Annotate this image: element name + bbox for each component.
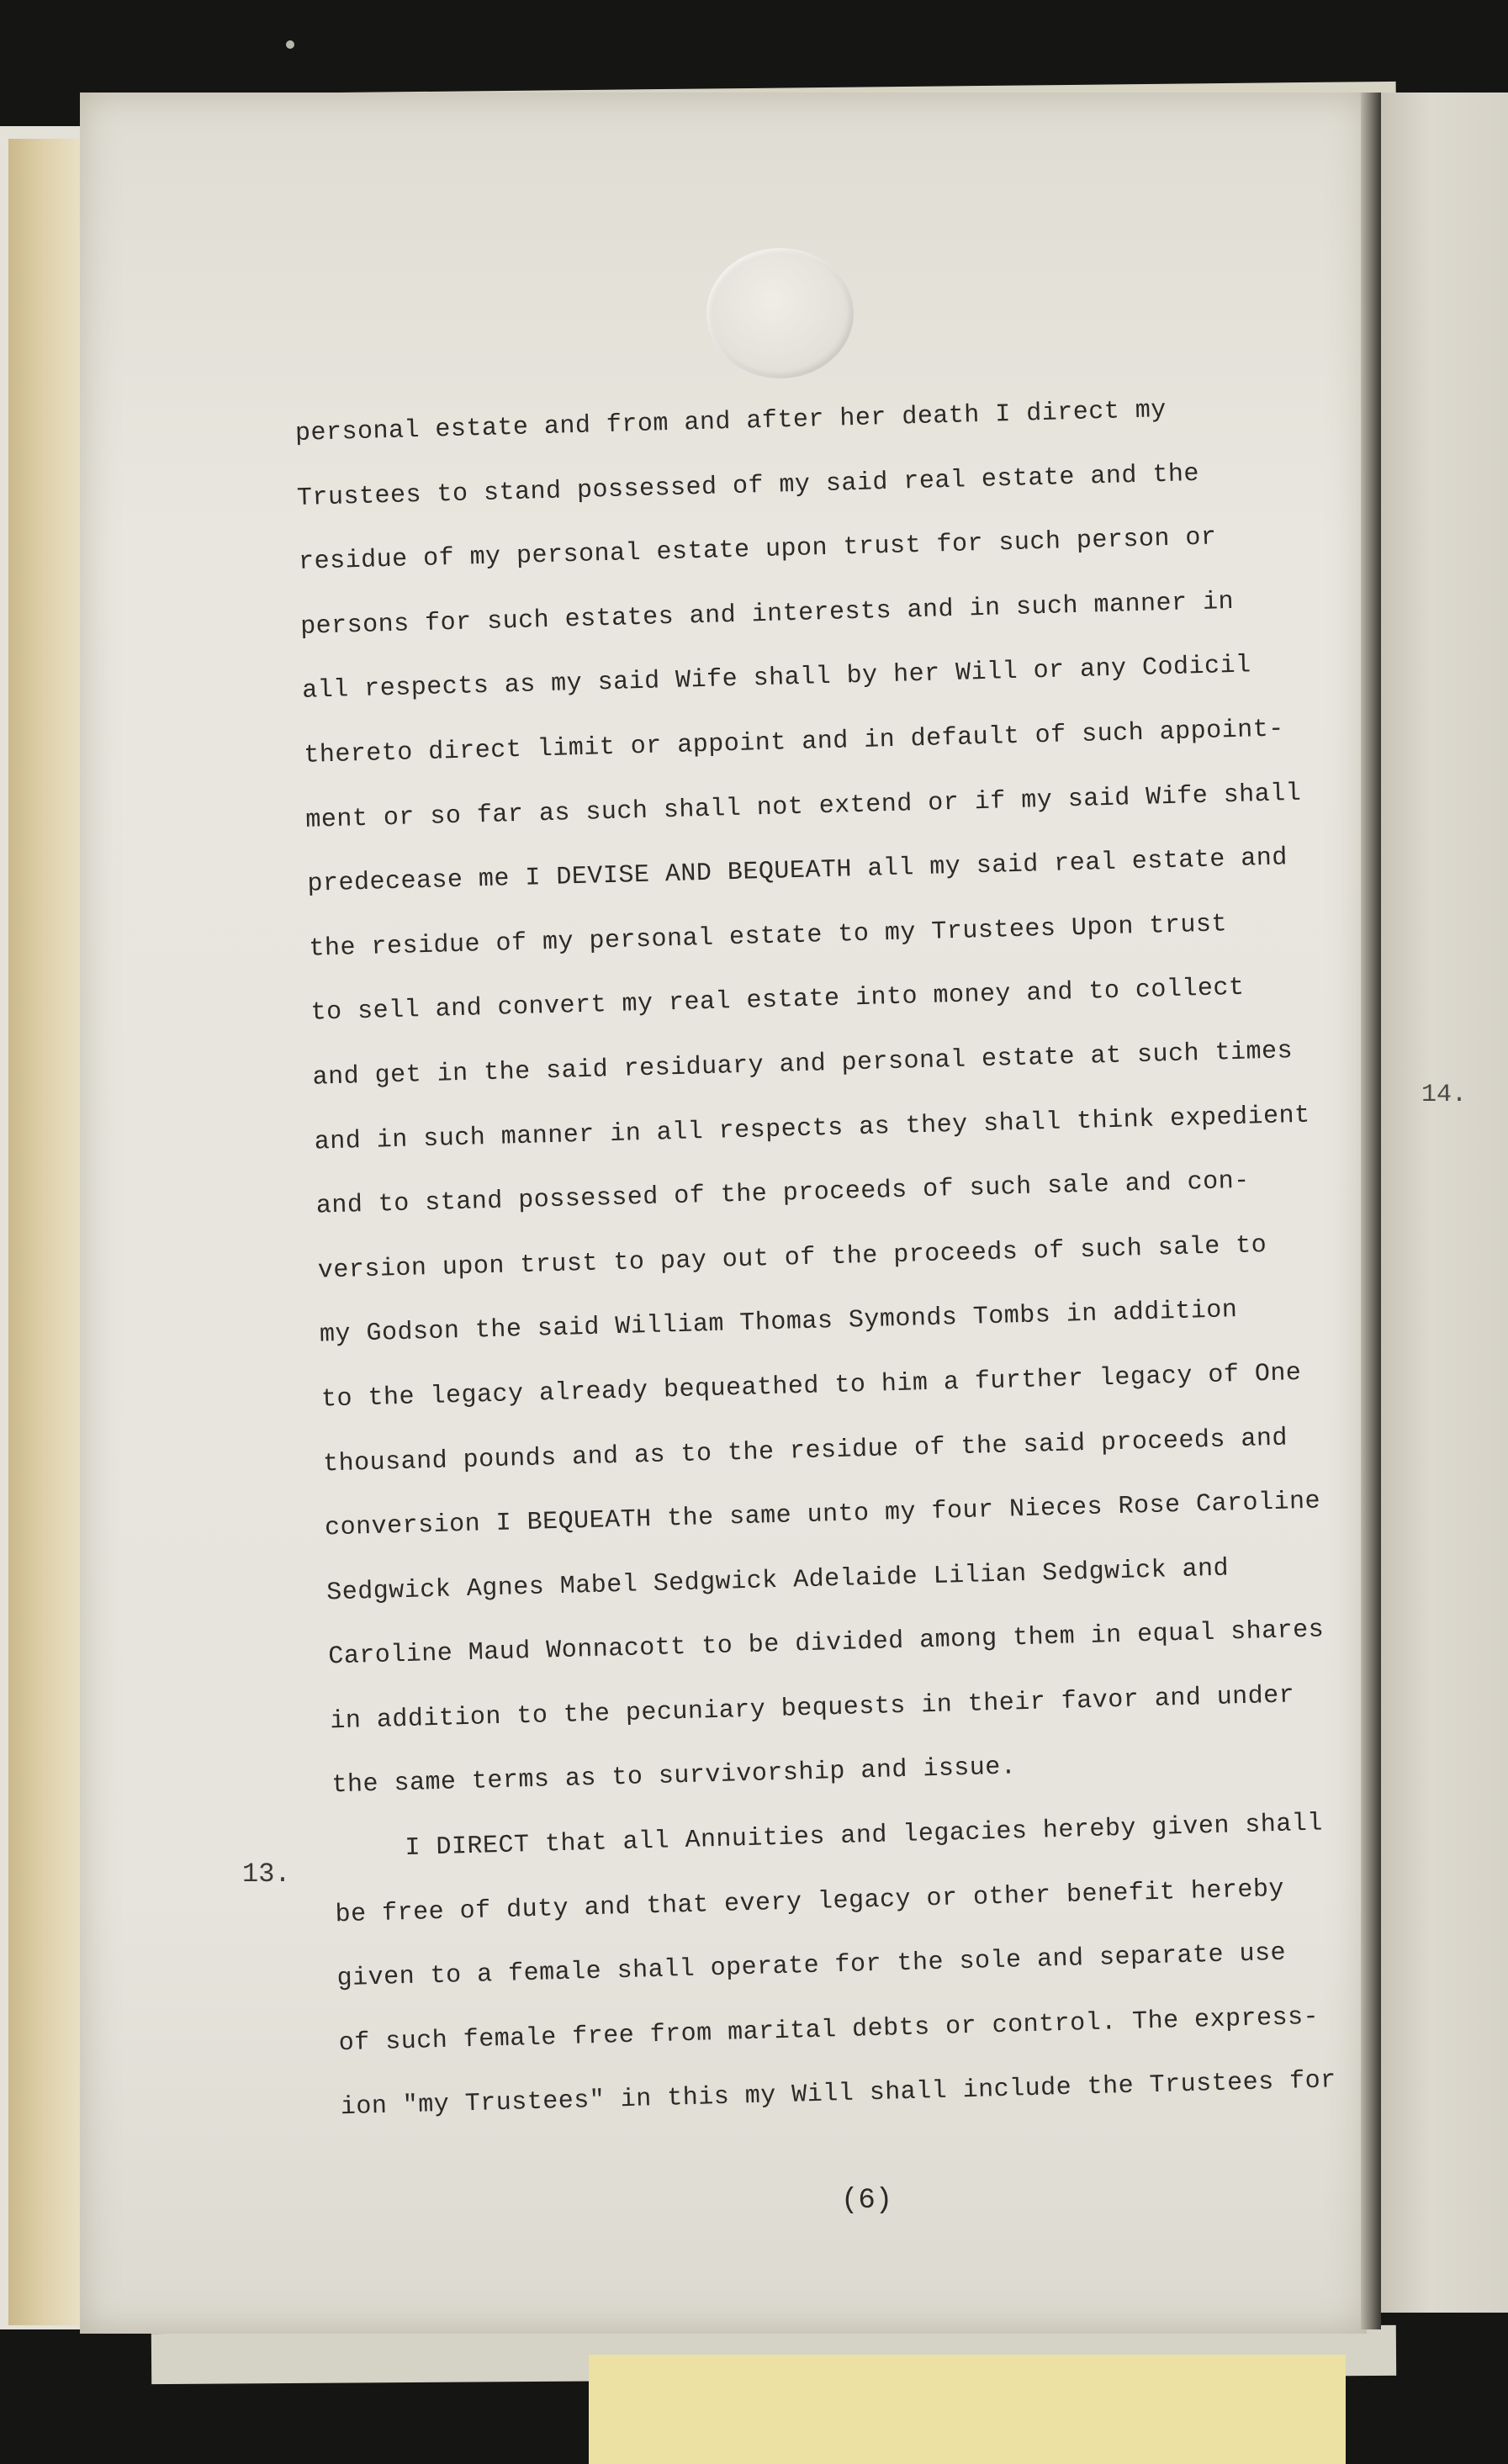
text-line: the residue of my personal estate to my Trustees Upon trust <box>309 909 1228 964</box>
dust-speck <box>286 40 294 49</box>
text-line: to the legacy already bequeathed to him a further legacy of One <box>320 1358 1302 1414</box>
document-body <box>294 373 1426 2140</box>
text-line: my Godson the said William Thomas Symonds Tombs in addition <box>319 1296 1238 1350</box>
text-line: and in such manner in all respects as they shall think expedient <box>314 1101 1311 1157</box>
text-line: given to a female shall operate for the sole and separate use <box>336 1939 1287 1994</box>
text-line: Caroline Maud Wonnacott to be divided among them in equal shares <box>327 1615 1325 1672</box>
text-line: conversion I BEQUEATH the same unto my four Nieces Rose Caroline <box>324 1487 1321 1543</box>
text-line: to sell and convert my real estate into money and to collect <box>310 974 1245 1028</box>
text-line: all respects as my said Wife shall by her Will or any Codicil <box>301 651 1252 706</box>
text-line: I DIRECT that all Annuities and legacies hereby given shall <box>405 1809 1324 1864</box>
text-line: and get in the said residuary and personal estate at such times <box>312 1037 1294 1092</box>
text-line: residue of my personal estate upon trust for such person or <box>298 523 1217 578</box>
text-line: version upon trust to pay out of the proceeds of such sale to <box>317 1230 1267 1286</box>
text-line: personal estate and from and after her death I direct my <box>294 395 1167 448</box>
text-line: of such female free from marital debts or control. The express- <box>338 2002 1320 2059</box>
embossed-seal-icon <box>706 248 854 378</box>
page-number: (6) <box>841 2185 893 2217</box>
text-line: thereto direct limit or appoint and in default of such appoint- <box>303 715 1285 770</box>
text-line: be free of duty and that every legacy or other benefit hereby <box>335 1874 1285 1929</box>
text-line: Sedgwick Agnes Mabel Sedgwick Adelaide Lilian Sedgwick and <box>325 1554 1230 1608</box>
text-line: and to stand possessed of the proceeds of such sale and con- <box>315 1166 1251 1221</box>
text-line: Trustees to stand possessed of my said real estate and the <box>296 459 1200 513</box>
text-line: predecease me I DEVISE AND BEQUEATH all my said real estate and <box>307 843 1288 899</box>
text-line: in addition to the pecuniary bequests in their favor and under <box>330 1681 1295 1737</box>
text-line: persons for such estates and interests and in such manner in <box>299 587 1235 642</box>
text-line: ment or so far as such shall not extend or if my said Wife shall <box>304 779 1302 835</box>
clause-number: 13. <box>242 1859 291 1890</box>
yellow-paper-slip <box>589 2355 1346 2464</box>
text-line: ion "my Trustees" in this my Will shall include the Trustees for <box>340 2066 1337 2123</box>
text-line: thousand pounds and as to the residue of the said proceeds and <box>322 1424 1288 1479</box>
text-line: the same terms as to survivorship and issue. <box>331 1753 1017 1800</box>
facing-page-clause-number: 14. <box>1421 1081 1468 1109</box>
